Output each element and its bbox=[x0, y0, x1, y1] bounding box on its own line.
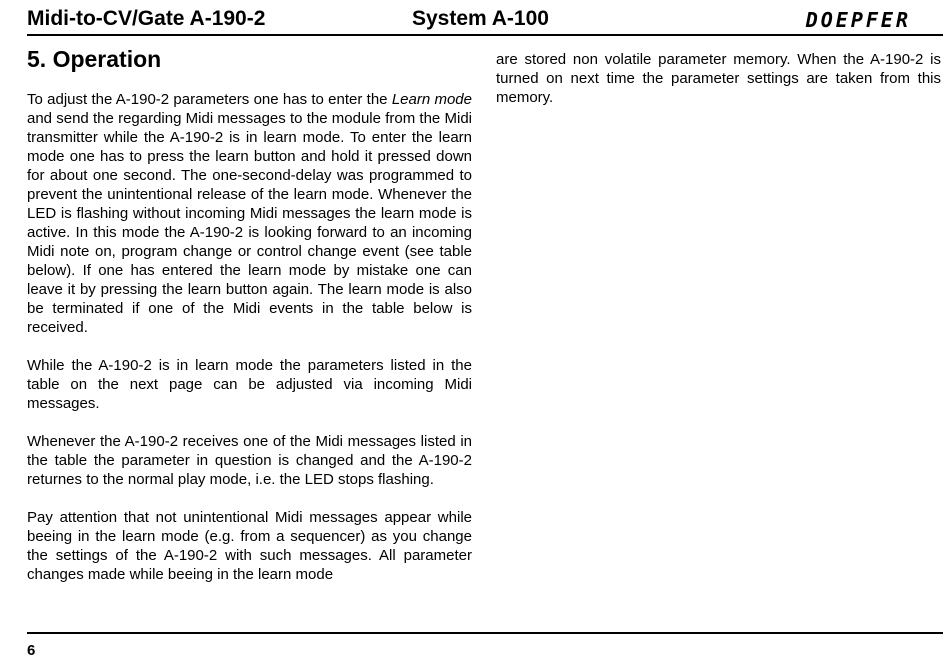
learn-mode-emphasis: Learn mode bbox=[391, 91, 472, 108]
page-header bbox=[27, 4, 943, 34]
paragraph-1-lead: To adjust the A-190-2 parameters one has to enter the bbox=[27, 91, 392, 108]
section-title: 5. Operation bbox=[27, 46, 162, 72]
doepfer-logo: DOEPFER bbox=[805, 8, 911, 32]
right-column bbox=[496, 50, 941, 107]
footer-rule bbox=[27, 632, 943, 634]
paragraph-2: While the A-190-2 is in learn mode the parameters listed in the table on the next page can be adjusted via incoming Midi messages. bbox=[27, 357, 472, 412]
paragraph-5: are stored non volatile parameter memory. When the A-190-2 is turned on next time the parameter settings are taken from this memory. bbox=[496, 51, 941, 106]
page-number: 6 bbox=[27, 642, 36, 659]
paragraph-1 bbox=[27, 90, 472, 337]
header-module-title: Midi-to-CV/Gate A-190-2 bbox=[27, 7, 266, 30]
header-rule bbox=[27, 34, 943, 36]
paragraph-4: Pay attention that not unintentional Midi messages appear while beeing in the learn mode (e.g. from a sequencer) as you change the settings of the A-190-2 with such messages. All parameter changes made while beeing in the learn mode bbox=[27, 509, 472, 583]
header-system-title: System A-100 bbox=[412, 7, 549, 30]
left-column bbox=[27, 45, 472, 603]
paragraph-3: Whenever the A-190-2 receives one of the Midi messages listed in the table the parameter in question is changed and the A-190-2 returnes to the normal play mode, i.e. the LED stops flashing. bbox=[27, 433, 472, 488]
paragraph-1-rest: and send the regarding Midi messages to the module from the Midi transmitter while the A-190-2 is in learn mode. To enter the learn mode one has to press the learn button and hold it pressed down for about one second. The one-second-delay was programmed to prevent the unintentional release of the learn mode. Whenever the LED is flashing without incoming Midi messages the learn mode is active. In this mode the A-190-2 is looking forward to an incoming Midi note on, program change or control change event (see table below). If one has entered the learn mode by mistake one can leave it by pressing the learn button again. The learn mode is also be terminated if one of the Midi events in the table below is received. bbox=[27, 110, 472, 336]
